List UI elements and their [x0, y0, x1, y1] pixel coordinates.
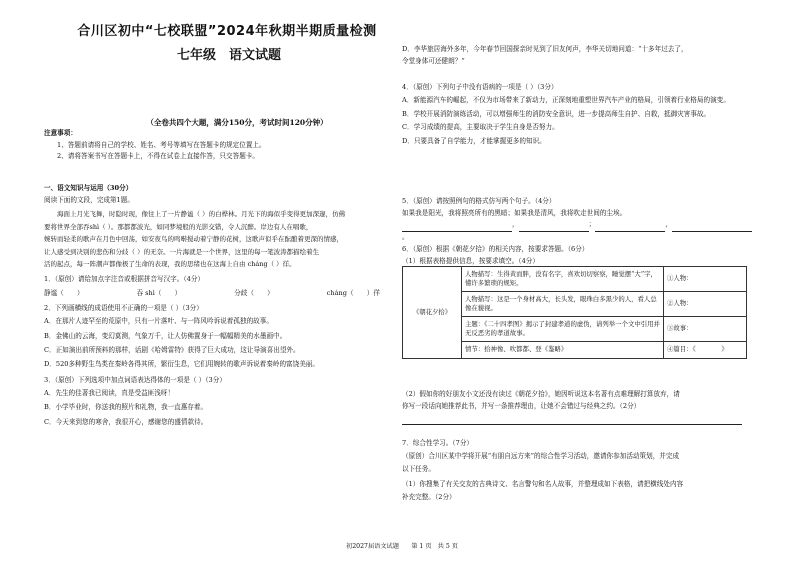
option: B．小学毕业时，你送我的照片和礼物，我一直惠存着。 — [44, 403, 208, 412]
q1-item: 分歧（ ） — [234, 289, 274, 298]
question-7-block — [402, 437, 754, 504]
q1-item: 吞 shì（ ） — [136, 289, 182, 298]
notes-block — [44, 128, 389, 163]
option-line: D．李华旅居海外多年，今年春节回国探亲时见到了旧友何声，李华关切地问道：“十多年过去了， — [402, 45, 688, 53]
option: A．先生的佳著我已阅读，真是受益匪浅呀！ — [44, 389, 175, 398]
q7-task-line: 补充完整。（2分） — [402, 493, 456, 502]
question-2: 2．下列画横线的成语使用不正确的一项是（ ）（3分） — [44, 303, 203, 312]
passage-line: 活的起点，每一阵潮声都像极了生命的表现，我的思绪也在这海上自由 cháng（ ）徉。 — [44, 260, 296, 269]
question-1: 1．（原创）请给加点字注音或根据拼音写汉字。（4分） — [44, 274, 205, 283]
q3-options — [44, 386, 392, 429]
table-answer[interactable]: ③故事： — [664, 317, 747, 342]
answer-blank[interactable] — [672, 219, 752, 232]
q1-items — [44, 288, 392, 300]
option: A．在那片人迹罕至的荒原中，只有一片落叶、与一阵风吟诉说着孤独的故事。 — [44, 317, 273, 326]
table-book-cell: 《朝花夕拾》 — [403, 267, 462, 359]
table-desc: 情节：拾神像、吹都都、登《鉴略》 — [462, 342, 664, 359]
question-5-block — [402, 196, 754, 243]
answer-blank[interactable] — [595, 219, 665, 232]
table-desc: 主题：《二十四孝图》揭示了封建孝道的虚伪，请列举一个文中引用并无反恶劣的孝道故事。 — [462, 317, 664, 342]
table-row — [403, 267, 747, 292]
answer-blank[interactable] — [402, 219, 512, 232]
question-6-block — [402, 244, 754, 267]
q6-sub2-line: 你写一段话向她推荐此书，并写一条推荐理由，让她不会错过与经典之约。（2分） — [402, 401, 641, 410]
table-answer[interactable]: ④篇目：《 》 — [664, 342, 747, 359]
q7-intro-line: 以下任务。 — [402, 464, 435, 473]
option: C．今天来到您的寒舍，我很开心，感谢您的盛情款待。 — [44, 417, 208, 426]
table-desc: 人物描写：这是一个身材高大，长头发，眼珠白多黑少的人，看人总像在藐视。 — [462, 292, 664, 317]
reading-passage — [44, 208, 392, 271]
passage-line: 让人感受到决别的悲伤和分歧（ ）的无奈。一片海就是一个世界，这里的每一笔波涛都描绘着生 — [44, 247, 320, 256]
passage-line: 要将世界全部吞shì（ ）。那都都波光，如同梦境般的光影交错，令人沉醉。岸边有人在唱歌， — [44, 222, 313, 231]
question-4: 4．（原创）下列句子中没有语病的一项是（ ）（3分） — [402, 83, 558, 91]
answer-blank[interactable] — [402, 412, 742, 425]
answer-blank[interactable] — [519, 219, 589, 232]
note-2: 2、请将答案书写在答题卡上，不得在试卷上直接作答，只交答题卡。 — [57, 152, 260, 160]
left-column — [44, 0, 392, 561]
section-1-heading: 一、语文知识与运用（30分） — [44, 184, 133, 192]
table-answer[interactable]: ②人物： — [664, 292, 747, 317]
q6-sub1: （1）根据表格提供信息，按要求填空。（4分） — [402, 256, 539, 265]
q2-options — [44, 314, 392, 371]
exam-title: 合川区初中“七校联盟”2024年秋期半期质量检测 — [77, 24, 377, 39]
q7-intro-line: （原创）合川区某中学将开展“有朋自远方来”的综合性学习活动，邀请你参加活动策划，并完成 — [402, 451, 680, 460]
question-7: 7．综合性学习。（7分） — [402, 439, 474, 447]
q5-example: 如果我是阳光，我将照亮所有的黑暗；如果我是清风，我将吹走世间的尘埃。 — [402, 208, 627, 217]
q3-option-d — [402, 44, 754, 67]
question-5: 5．（原创）请按照例句的格式仿写两个句子。（4分） — [402, 197, 556, 205]
option: B．金佛山的云海，变幻莫测，气象万千，让人仿佛置身于一幅幅精美的水墨画中。 — [44, 331, 287, 340]
table-desc: 人物描写：生得黄而胖，没有名字，喜欢切切察察，睡觉摆“大”字，懂许多繁琐的规矩。 — [462, 267, 664, 292]
notes-title: 注意事项： — [44, 129, 77, 137]
q6-sub2-block — [402, 389, 754, 425]
option: D．520多种野生鸟类在秦岭各得其所，繁衍生息，它们用婉转的歌声诉说着秦岭的富饶美丽。 — [44, 360, 320, 369]
q6-sub2-line: （2）假如你的好朋友小文还没有读过《朝花夕拾》，她因听说这本名著有点难理解打算放弃，请 — [402, 390, 680, 398]
option: C．学习成绩的提高，主要取决于学生自身是否努力。 — [402, 123, 559, 132]
question-6: 6．（原创）根据《朝花夕拾》的相关内容，按要求答题。（6分） — [402, 245, 589, 253]
option: B．学校开展消防演练活动，可以增强师生的消防安全意识，进一步提高师生自护、自救，抵御灾害事故。 — [402, 109, 711, 118]
right-column — [402, 0, 754, 561]
q1-item: 静谧（ ） — [44, 289, 84, 298]
option: A．新能源汽车的崛起，不仅为市场带来了新动力，正深刻地重塑世界汽车产业的格局，引领着行业格局的演变。 — [402, 96, 730, 105]
passage-line: 婉转而轻柔的歌声在月色中回荡，如安夜鸟的鸣啭搅动着宁静的花树，这歌声似乎在酝酿着更深的情感， — [44, 235, 343, 244]
exam-info: （全卷共四个大题，满分150分，考试时间120分钟） — [146, 118, 328, 127]
q1-item: cháng（ ）徉 — [326, 289, 380, 298]
q7-task-line: （1）你搜集了有关交友的古典诗文、名言警句和名人故事，并整理成如下表格，请把横线处内容 — [402, 480, 684, 489]
exam-subtitle: 七年级 语文试题 — [176, 48, 281, 63]
question-3: 3．（原创）下列选项中加点词语表达得体的一项是（ ）（3分） — [44, 375, 226, 384]
option: C．正如演出前所预料的那样，话剧《哈姆雷特》获得了巨大成功，这让导演喜出望外。 — [44, 346, 300, 355]
option: D．只要具备了自学能力，才能掌握更多的知识。 — [402, 136, 546, 145]
page-footer: 初2027届语文试题 第 1 页 共 5 页 — [346, 543, 458, 550]
q6-answer-line — [402, 412, 754, 425]
question-4-block — [402, 81, 754, 148]
q5-answer-lines: ， ； ， 。 — [402, 219, 754, 243]
book-info-table — [402, 266, 747, 359]
section-1 — [44, 183, 392, 429]
option-line: 令堂身体可还健朗？” — [402, 56, 465, 65]
note-1: 1、答题前请将自己的学校、姓名、考号等填写在答题卡的规定位置上。 — [57, 140, 266, 149]
passage-line: 海面上月光飞舞，时隐时现，像往上了一片静谧（ ）的白桦林。月光下的海似乎变得更加深邃，仿佛 — [57, 210, 346, 218]
table-answer[interactable]: ①人物： — [664, 267, 747, 292]
section-1-intro: 阅读下面的文段，完成第1题。 — [44, 195, 134, 204]
